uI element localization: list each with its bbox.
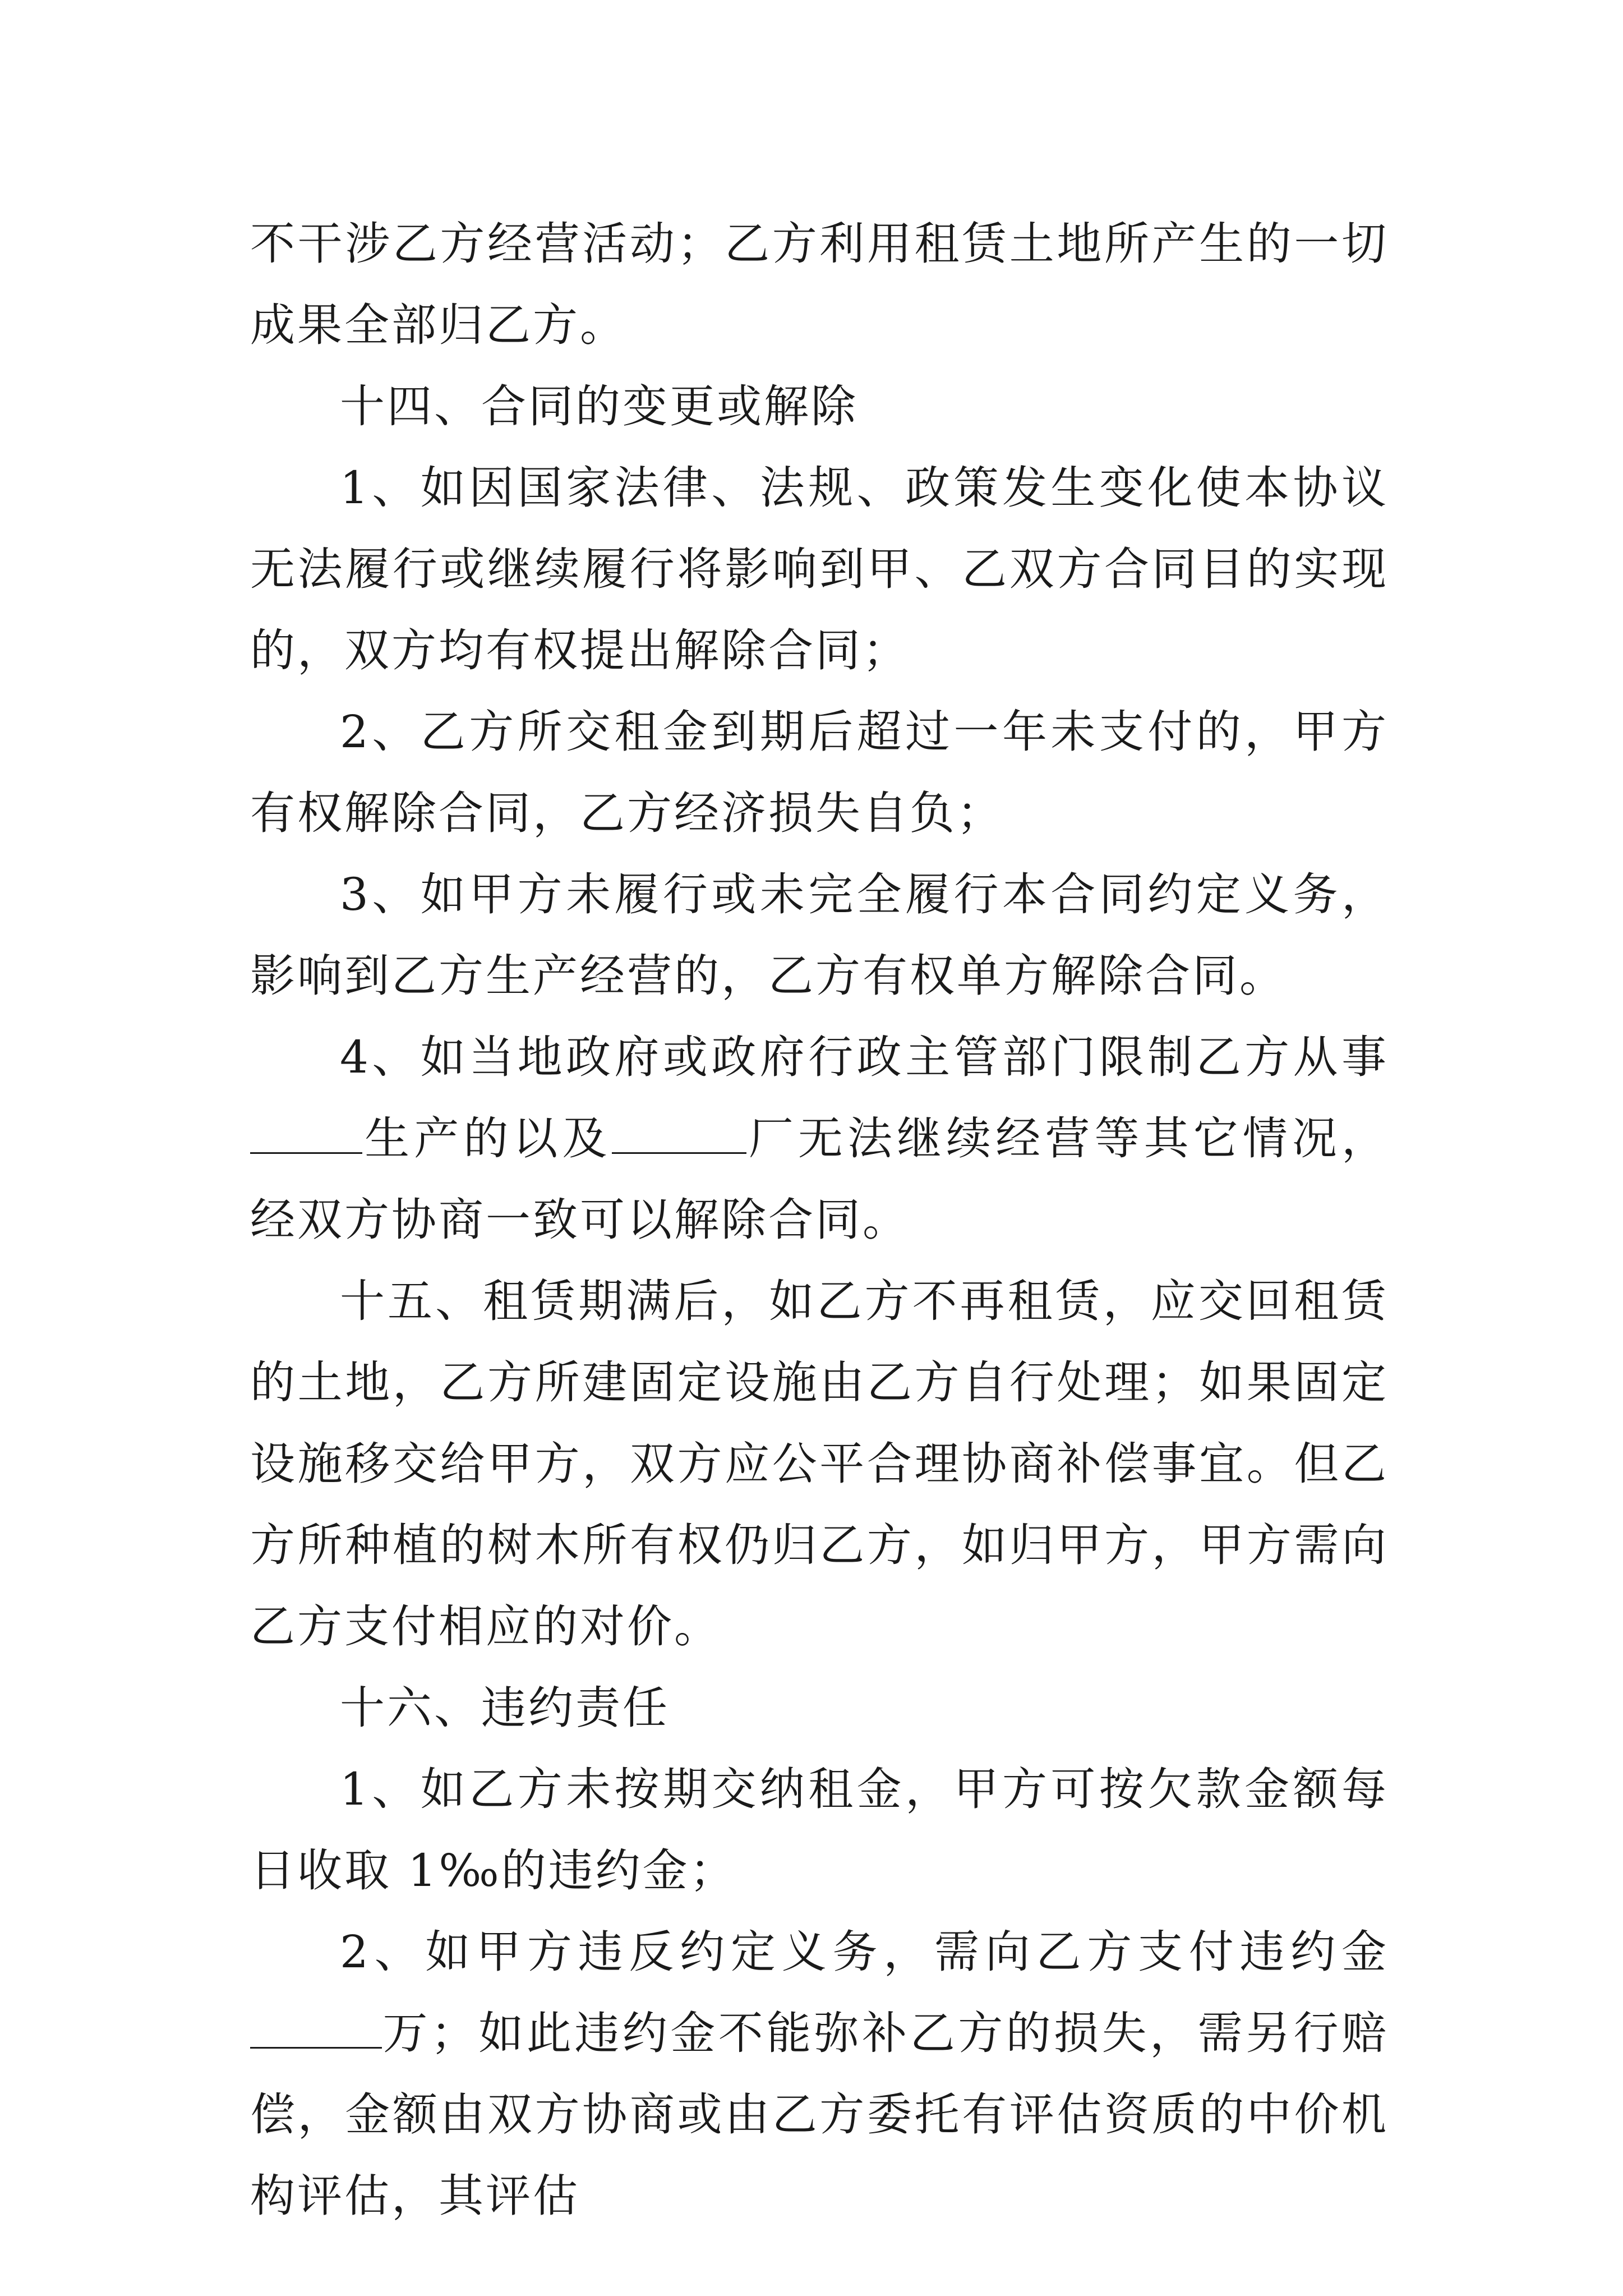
section-15: 十五、租赁期满后，如乙方不再租赁，应交回租赁的土地，乙方所建固定设施由乙方自行处理；如果固定设施移交给甲方，双方应公平合理协商补偿事宜。但乙方所种植的树木所有权仍归乙方，如归甲方，甲方需向乙方支付相应的对价。: [250, 1275, 1389, 1653]
paragraph-continuation: 不干涉乙方经营活动；乙方利用租赁土地所产生的一切成果全部归乙方。: [250, 218, 1389, 351]
fill-in-blank: [250, 2008, 382, 2049]
section-14-item-4-text-c: 厂无法继续经营等其它情况，经双方协商一致可以解除合同。: [250, 1112, 1389, 1246]
section-16-item-2-text-b: 万；如此违约金不能弥补乙方的损失，需另行赔偿，金额由双方协商或由乙方委托有评估资质的中价机构评估，其评估: [250, 2007, 1389, 2222]
section-14-item-3: 3、如甲方未履行或未完全履行本合同约定义务，影响到乙方生产经营的，乙方有权单方解除合同。: [250, 868, 1389, 1002]
section-14-item-2: 2、乙方所交租金到期后超过一年未支付的，甲方有权解除合同，乙方经济损失自负；: [250, 706, 1389, 839]
section-14-item-4-text-b: 生产的以及: [362, 1112, 612, 1165]
section-14-item-1: 1、如因国家法律、法规、政策发生变化使本协议无法履行或继续履行将影响到甲、乙双方合同目的实现的，双方均有权提出解除合同；: [250, 462, 1389, 677]
document-body: [250, 203, 1389, 2237]
section-16-item-2: [250, 1911, 1389, 2237]
section-16-heading: 十六、违约责任: [340, 1682, 670, 1734]
fill-in-blank: [250, 1113, 362, 1154]
section-14-item-4: [250, 1016, 1389, 1260]
section-14-item-4-text-a: 4、如当地政府或政府行政主管部门限制乙方从事: [340, 1031, 1389, 1083]
fill-in-blank: [612, 1113, 746, 1154]
section-16-item-2-text-a: 2、如甲方违反约定义务，需向乙方支付违约金: [340, 1926, 1389, 1978]
section-14-heading: 十四、合同的变更或解除: [340, 380, 858, 432]
section-16-item-1: 1、如乙方未按期交纳租金，甲方可按欠款金额每日收取 1‰的违约金；: [250, 1763, 1389, 1897]
